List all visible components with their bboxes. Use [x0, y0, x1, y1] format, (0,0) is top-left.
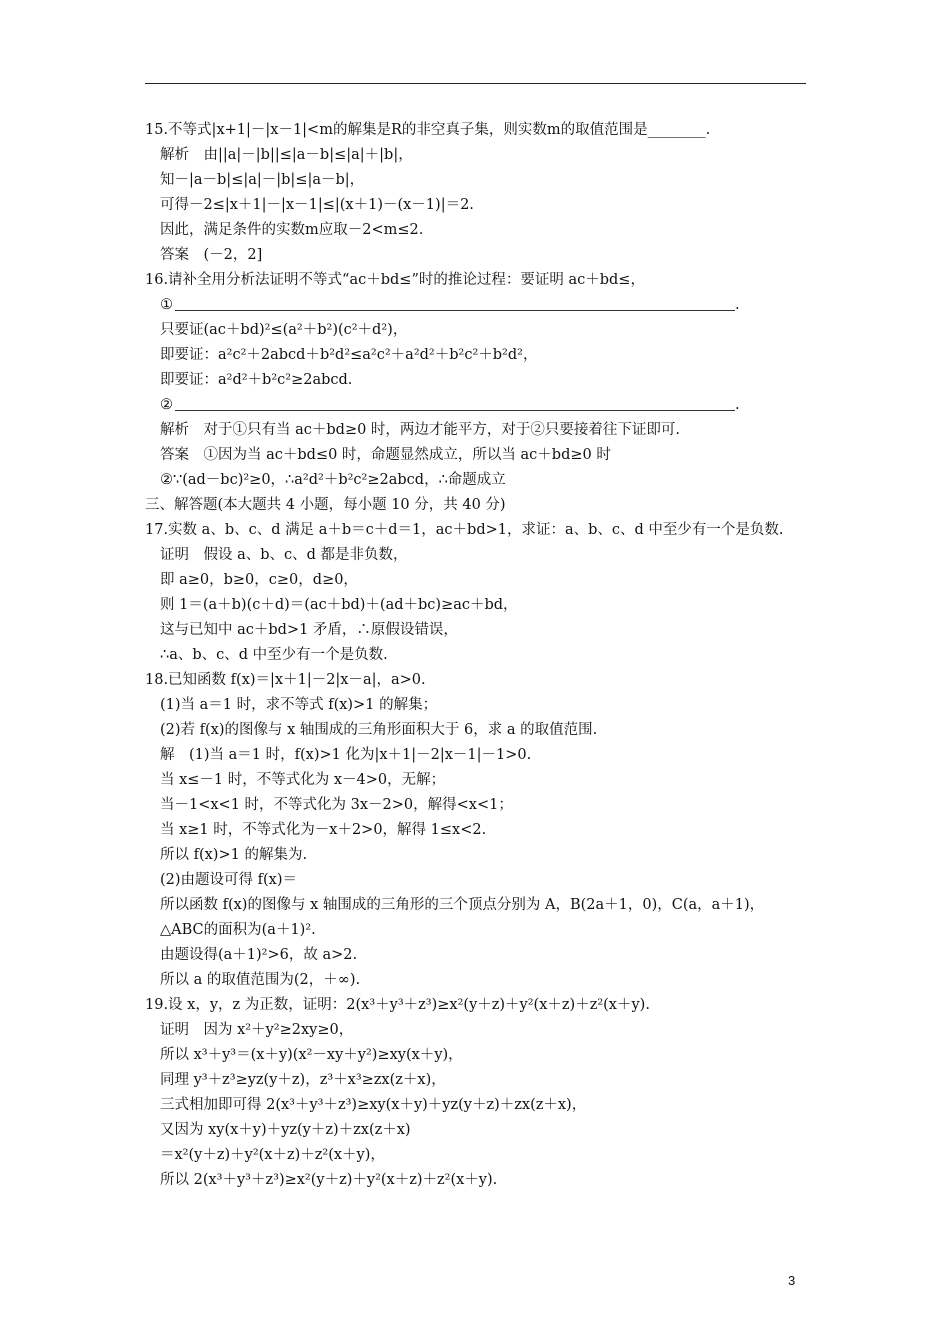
line-text: 答案 ①因为当 ac＋bd≤0 时，命题显然成立，所以当 ac＋bd≥0 时	[160, 447, 611, 463]
text-line	[145, 768, 806, 793]
text-line	[145, 518, 806, 543]
text-line	[145, 293, 806, 318]
header-rule	[145, 83, 806, 84]
line-text: 只要证(ac＋bd)²≤(a²＋b²)(c²＋d²)，	[160, 322, 408, 338]
text-line	[145, 368, 806, 393]
line-text: 则 1＝(a＋b)(c＋d)＝(ac＋bd)＋(ad＋bc)≥ac＋bd，	[160, 597, 518, 613]
document-body	[145, 118, 806, 1193]
text-line	[145, 1093, 806, 1118]
period: .	[735, 297, 740, 313]
text-line	[145, 618, 806, 643]
text-line	[145, 218, 806, 243]
line-text: 所以 a 的取值范围为(2，＋∞).	[160, 972, 361, 988]
line-text: 17.实数 a、b、c、d 满足 a＋b＝c＋d＝1，ac＋bd>1，求证：a、b、c、d 中至少有一个是负数.	[145, 522, 784, 538]
answer-blank	[175, 395, 735, 411]
line-text: 同理 y³＋z³≥yz(y＋z)，z³＋x³≥zx(z＋x)，	[160, 1072, 446, 1088]
text-line	[145, 543, 806, 568]
line-text: 答案 (－2，2]	[160, 247, 263, 263]
line-text: 所以 f(x)>1 的解集为.	[160, 847, 308, 863]
text-line	[145, 893, 806, 918]
text-line	[145, 343, 806, 368]
line-text: 证明 因为 x²＋y²≥2xy≥0，	[160, 1022, 354, 1038]
line-text: 所以 2(x³＋y³＋z³)≥x²(y＋z)＋y²(x＋z)＋z²(x＋y).	[160, 1172, 498, 1188]
line-text: 又因为 xy(x＋y)＋yz(y＋z)＋zx(z＋x)	[160, 1122, 411, 1138]
text-line	[145, 143, 806, 168]
line-text: 解析 对于①只有当 ac＋bd≥0 时，两边才能平方，对于②只要接着往下证即可.	[160, 422, 681, 438]
text-line	[145, 268, 806, 293]
line-text: 15.不等式|x+1|－|x－1|<m的解集是R的非空真子集，则实数m的取值范围是________.	[145, 122, 711, 138]
line-text: 当－1<x<1 时，不等式化为 3x－2>0，解得<x<1；	[160, 797, 513, 813]
text-line	[145, 568, 806, 593]
line-text: 可得－2≤|x＋1|－|x－1|≤|(x＋1)－(x－1)|＝2.	[160, 197, 474, 213]
text-line	[145, 493, 806, 518]
text-line	[145, 593, 806, 618]
line-text: 解析 由||a|－|b||≤|a－b|≤|a|＋|b|，	[160, 147, 413, 163]
line-text: 三、解答题(本大题共 4 小题，每小题 10 分，共 40 分)	[145, 497, 506, 513]
text-line	[145, 318, 806, 343]
line-text: 即要证：a²c²＋2abcd＋b²d²≤a²c²＋a²d²＋b²c²＋b²d²，	[160, 347, 538, 363]
text-line	[145, 718, 806, 743]
line-text: (1)当 a＝1 时，求不等式 f(x)>1 的解集；	[160, 697, 438, 713]
text-line	[145, 443, 806, 468]
line-text: 19.设 x，y，z 为正数，证明：2(x³＋y³＋z³)≥x²(y＋z)＋y²(x＋z)＋z²(x＋y).	[145, 997, 650, 1013]
text-line	[145, 918, 806, 943]
line-text: ①	[160, 297, 173, 313]
line-text: 当 x≥1 时，不等式化为－x＋2>0，解得 1≤x<2.	[160, 822, 487, 838]
period: .	[735, 397, 740, 413]
text-line	[145, 793, 806, 818]
text-line	[145, 993, 806, 1018]
text-line	[145, 1018, 806, 1043]
text-line	[145, 1043, 806, 1068]
text-line	[145, 1143, 806, 1168]
text-line	[145, 243, 806, 268]
line-text: 由题设得(a＋1)²>6，故 a>2.	[160, 947, 358, 963]
line-text: △ABC的面积为(a＋1)².	[160, 922, 316, 938]
line-text: 即 a≥0，b≥0，c≥0，d≥0，	[160, 572, 358, 588]
text-line	[145, 393, 806, 418]
line-text: ∴a、b、c、d 中至少有一个是负数.	[160, 647, 388, 663]
line-text: 18.已知函数 f(x)＝|x＋1|－2|x－a|，a>0.	[145, 672, 426, 688]
line-text: ＝x²(y＋z)＋y²(x＋z)＋z²(x＋y)，	[160, 1147, 385, 1163]
page-number: 3	[788, 1273, 796, 1288]
text-line	[145, 168, 806, 193]
text-line	[145, 818, 806, 843]
text-line	[145, 843, 806, 868]
text-line	[145, 118, 806, 143]
line-text: 当 x≤－1 时，不等式化为 x－4>0，无解；	[160, 772, 446, 788]
text-line	[145, 668, 806, 693]
line-text: 因此，满足条件的实数m应取－2<m≤2.	[160, 222, 424, 238]
text-line	[145, 418, 806, 443]
text-line	[145, 968, 806, 993]
line-text: ②∵(ad－bc)²≥0，∴a²d²＋b²c²≥2abcd，∴命题成立	[160, 472, 506, 488]
text-line	[145, 1168, 806, 1193]
text-line	[145, 743, 806, 768]
text-line	[145, 193, 806, 218]
answer-blank	[175, 295, 735, 311]
line-text: (2)若 f(x)的图像与 x 轴围成的三角形面积大于 6，求 a 的取值范围.	[160, 722, 598, 738]
line-text: 16.请补全用分析法证明不等式“ac＋bd≤”时的推论过程：要证明 ac＋bd≤，	[145, 272, 645, 288]
line-text: 即要证：a²d²＋b²c²≥2abcd.	[160, 372, 353, 388]
line-text: 所以函数 f(x)的图像与 x 轴围成的三角形的三个顶点分别为 A，B(2a＋1，0)，C(a，a＋1)，	[160, 897, 765, 913]
text-line	[145, 868, 806, 893]
text-line	[145, 693, 806, 718]
text-line	[145, 1068, 806, 1093]
line-text: ②	[160, 397, 173, 413]
line-text: (2)由题设可得 f(x)＝	[160, 872, 298, 888]
line-text: 知－|a－b|≤|a|－|b|≤|a－b|，	[160, 172, 365, 188]
line-text: 解 (1)当 a＝1 时，f(x)>1 化为|x＋1|－2|x－1|－1>0.	[160, 747, 532, 763]
line-text: 这与已知中 ac＋bd>1 矛盾，∴原假设错误，	[160, 622, 458, 638]
text-line	[145, 1118, 806, 1143]
text-line	[145, 943, 806, 968]
line-text: 所以 x³＋y³＝(x＋y)(x²－xy＋y²)≥xy(x＋y)，	[160, 1047, 463, 1063]
text-line	[145, 643, 806, 668]
line-text: 证明 假设 a、b、c、d 都是非负数，	[160, 547, 408, 563]
line-text: 三式相加即可得 2(x³＋y³＋z³)≥xy(x＋y)＋yz(y＋z)＋zx(z＋x)，	[160, 1097, 587, 1113]
text-line	[145, 468, 806, 493]
